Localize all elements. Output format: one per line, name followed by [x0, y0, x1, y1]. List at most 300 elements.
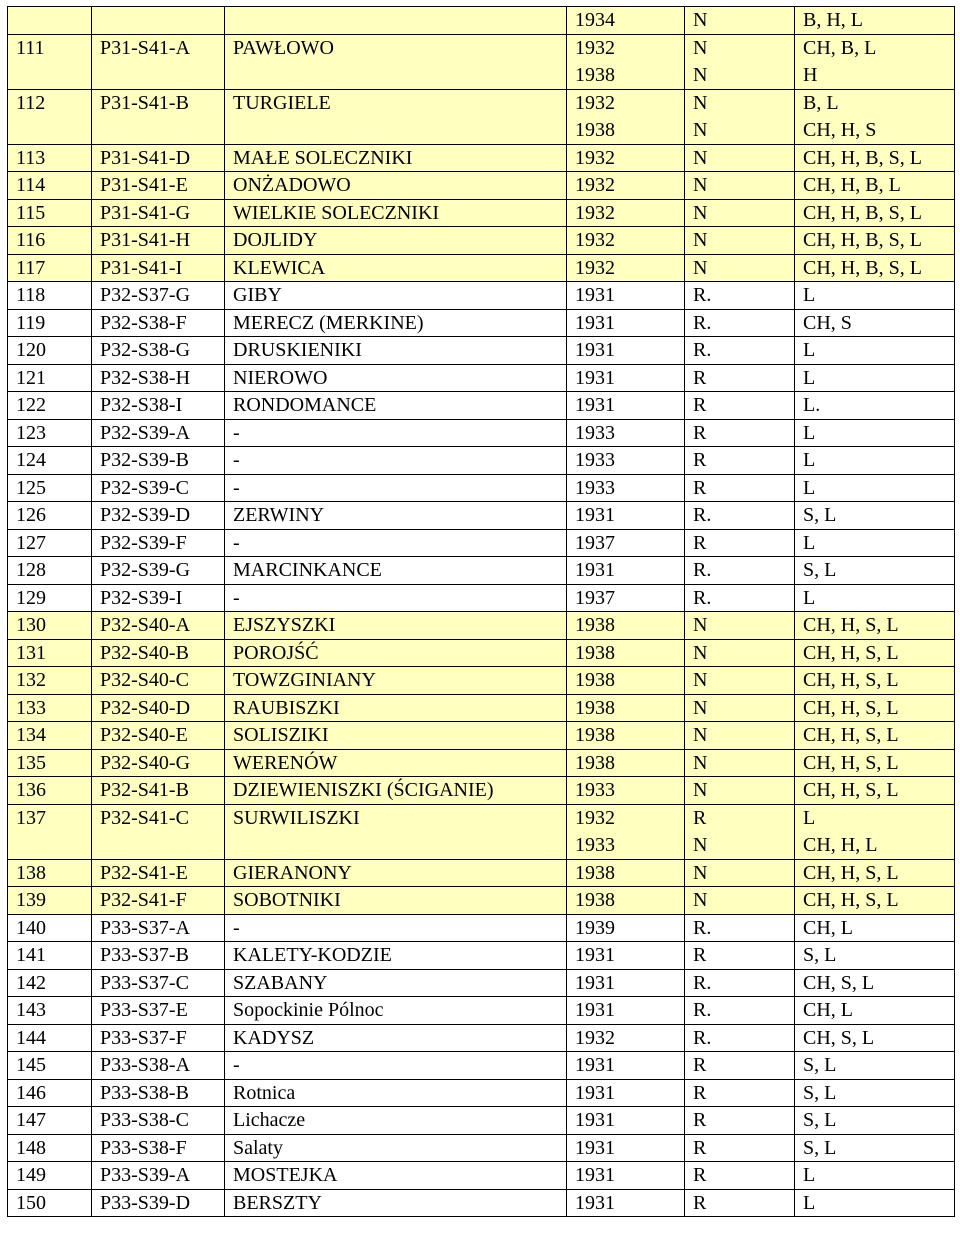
sources-line: H: [803, 63, 818, 86]
year-cell: 1931: [567, 364, 685, 392]
row-number-cell: 113: [8, 144, 92, 172]
place-name-cell: KALETY-KODZIE: [225, 942, 567, 970]
place-name-cell: PAWŁOWO: [225, 34, 567, 89]
row-number-cell: 149: [8, 1162, 92, 1190]
table-row: [8, 89, 955, 144]
sheet-code-cell: P31-S41-H: [92, 227, 225, 255]
sources-cell: CH, H, S, L: [795, 887, 955, 915]
place-name-cell: GIBY: [225, 282, 567, 310]
table-row: [8, 529, 955, 557]
table-row: [8, 722, 955, 750]
sheet-body: [8, 7, 955, 1217]
sheet-code-cell: P32-S40-G: [92, 749, 225, 777]
sheet-code-cell: P32-S38-H: [92, 364, 225, 392]
edition-code-cell: N: [685, 639, 795, 667]
row-number-cell: 140: [8, 914, 92, 942]
sheet-code-cell: P32-S41-F: [92, 887, 225, 915]
table-row: [8, 667, 955, 695]
sources-cell: L: [795, 364, 955, 392]
row-number-cell: 142: [8, 969, 92, 997]
year-cell: 1933: [567, 777, 685, 805]
place-name-cell: KADYSZ: [225, 1024, 567, 1052]
table-row: [8, 1024, 955, 1052]
place-name-cell: -: [225, 914, 567, 942]
row-number-cell: 147: [8, 1107, 92, 1135]
edition-code-cell: N: [685, 887, 795, 915]
year-cell: 1931: [567, 1052, 685, 1080]
sheet-code-cell: P33-S39-D: [92, 1189, 225, 1217]
sources-cell: S, L: [795, 1079, 955, 1107]
sheet-code-cell: P32-S39-G: [92, 557, 225, 585]
year-cell: [567, 804, 685, 859]
year-cell: [567, 34, 685, 89]
place-name-cell: [225, 7, 567, 35]
table-row: [8, 227, 955, 255]
sources-cell: [795, 89, 955, 144]
edition-code-cell: R: [685, 1052, 795, 1080]
table-row: [8, 1134, 955, 1162]
place-name-cell: DOJLIDY: [225, 227, 567, 255]
table-row: [8, 859, 955, 887]
year-cell: 1931: [567, 1134, 685, 1162]
sources-cell: S, L: [795, 1052, 955, 1080]
place-name-cell: KLEWICA: [225, 254, 567, 282]
edition-code-cell: R.: [685, 1024, 795, 1052]
row-number-cell: 137: [8, 804, 92, 859]
sources-cell: S, L: [795, 1107, 955, 1135]
edition-code-cell: R: [685, 1134, 795, 1162]
table-row: [8, 1162, 955, 1190]
edition-code-cell: N: [685, 172, 795, 200]
sheet-code-cell: P32-S39-C: [92, 474, 225, 502]
year-cell: 1938: [567, 667, 685, 695]
sheet-code-cell: P32-S40-A: [92, 612, 225, 640]
edition-code-cell: R: [685, 447, 795, 475]
year-cell: 1931: [567, 1079, 685, 1107]
table-row: [8, 914, 955, 942]
year-line: 1933: [575, 833, 615, 856]
place-name-cell: TURGIELE: [225, 89, 567, 144]
row-number-cell: 143: [8, 997, 92, 1025]
table-row: [8, 997, 955, 1025]
place-name-cell: Sopockinie Pólnoc: [225, 997, 567, 1025]
sheet-code-cell: P33-S38-B: [92, 1079, 225, 1107]
table-row: [8, 309, 955, 337]
edition-code-cell: N: [685, 694, 795, 722]
row-number-cell: 128: [8, 557, 92, 585]
year-cell: 1939: [567, 914, 685, 942]
sources-cell: L: [795, 1162, 955, 1190]
sheet-code-cell: P32-S38-I: [92, 392, 225, 420]
sheet-code-cell: P32-S38-G: [92, 337, 225, 365]
edition-code-cell: [685, 34, 795, 89]
row-number-cell: 135: [8, 749, 92, 777]
sheet-table: [7, 6, 955, 1217]
sheet-code-cell: P31-S41-E: [92, 172, 225, 200]
year-line: 1932: [575, 806, 615, 829]
sources-cell: L: [795, 282, 955, 310]
row-number-cell: 129: [8, 584, 92, 612]
place-name-cell: ONŻADOWO: [225, 172, 567, 200]
sources-cell: CH, H, S, L: [795, 859, 955, 887]
edition-code-line: N: [693, 36, 708, 59]
table-row: [8, 447, 955, 475]
year-cell: 1937: [567, 529, 685, 557]
sources-line: L: [803, 806, 816, 829]
year-cell: 1934: [567, 7, 685, 35]
edition-code-cell: N: [685, 612, 795, 640]
sheet-code-cell: P32-S41-E: [92, 859, 225, 887]
row-number-cell: 126: [8, 502, 92, 530]
year-cell: 1938: [567, 887, 685, 915]
table-row: [8, 254, 955, 282]
place-name-cell: EJSZYSZKI: [225, 612, 567, 640]
table-row: [8, 557, 955, 585]
edition-code-cell: R: [685, 419, 795, 447]
edition-code-cell: N: [685, 859, 795, 887]
row-number-cell: 136: [8, 777, 92, 805]
row-number-cell: 144: [8, 1024, 92, 1052]
year-line: 1938: [575, 118, 615, 141]
edition-code-cell: R.: [685, 309, 795, 337]
table-row: [8, 1107, 955, 1135]
place-name-cell: -: [225, 529, 567, 557]
year-line: 1932: [575, 91, 615, 114]
sheet-code-cell: P33-S37-E: [92, 997, 225, 1025]
row-number-cell: 118: [8, 282, 92, 310]
year-cell: 1931: [567, 1107, 685, 1135]
table-row: [8, 502, 955, 530]
place-name-cell: SURWILISZKI: [225, 804, 567, 859]
sources-cell: [795, 34, 955, 89]
edition-code-line: N: [693, 63, 708, 86]
row-number-cell: 138: [8, 859, 92, 887]
row-number-cell: 139: [8, 887, 92, 915]
sheet-code-cell: P31-S41-A: [92, 34, 225, 89]
year-cell: 1931: [567, 1162, 685, 1190]
edition-code-line: N: [693, 118, 708, 141]
edition-code-cell: R: [685, 529, 795, 557]
edition-code-cell: R.: [685, 969, 795, 997]
sources-cell: L: [795, 584, 955, 612]
sources-cell: S, L: [795, 1134, 955, 1162]
sources-cell: S, L: [795, 502, 955, 530]
edition-code-cell: N: [685, 722, 795, 750]
year-cell: 1931: [567, 282, 685, 310]
edition-code-cell: R: [685, 474, 795, 502]
table-row: [8, 1052, 955, 1080]
year-cell: 1931: [567, 942, 685, 970]
row-number-cell: 131: [8, 639, 92, 667]
edition-code-line: N: [693, 833, 708, 856]
row-number-cell: 115: [8, 199, 92, 227]
sources-cell: S, L: [795, 557, 955, 585]
table-row: [8, 1189, 955, 1217]
table-row: [8, 364, 955, 392]
sources-cell: L: [795, 529, 955, 557]
edition-code-cell: [685, 89, 795, 144]
row-number-cell: 130: [8, 612, 92, 640]
sheet-code-cell: P33-S38-F: [92, 1134, 225, 1162]
table-row: [8, 199, 955, 227]
sheet-code-cell: [92, 7, 225, 35]
edition-code-cell: R: [685, 1079, 795, 1107]
year-cell: 1932: [567, 227, 685, 255]
year-cell: 1931: [567, 502, 685, 530]
table-row: [8, 942, 955, 970]
row-number-cell: 119: [8, 309, 92, 337]
table-row: [8, 282, 955, 310]
edition-code-cell: N: [685, 227, 795, 255]
row-number-cell: 120: [8, 337, 92, 365]
table-row: [8, 804, 955, 859]
sources-line: B, L: [803, 91, 839, 114]
place-name-cell: GIERANONY: [225, 859, 567, 887]
sheet-code-cell: P33-S37-A: [92, 914, 225, 942]
table-row: [8, 144, 955, 172]
sources-cell: CH, H, S, L: [795, 639, 955, 667]
edition-code-cell: R.: [685, 914, 795, 942]
row-number-cell: 141: [8, 942, 92, 970]
place-name-cell: MAŁE SOLECZNIKI: [225, 144, 567, 172]
year-cell: 1932: [567, 254, 685, 282]
sources-cell: L: [795, 337, 955, 365]
edition-code-cell: N: [685, 199, 795, 227]
place-name-cell: NIEROWO: [225, 364, 567, 392]
sheet-code-cell: P33-S37-B: [92, 942, 225, 970]
place-name-cell: Rotnica: [225, 1079, 567, 1107]
sources-cell: L: [795, 447, 955, 475]
sheet-code-cell: P32-S40-B: [92, 639, 225, 667]
sheet-code-cell: P31-S41-B: [92, 89, 225, 144]
sources-cell: CH, H, S, L: [795, 749, 955, 777]
edition-code-cell: R.: [685, 997, 795, 1025]
year-line: 1938: [575, 63, 615, 86]
sheet-code-cell: P31-S41-D: [92, 144, 225, 172]
year-cell: 1932: [567, 1024, 685, 1052]
table-row: [8, 694, 955, 722]
place-name-cell: RONDOMANCE: [225, 392, 567, 420]
edition-code-cell: R.: [685, 502, 795, 530]
sources-cell: CH, H, S, L: [795, 722, 955, 750]
table-row: [8, 969, 955, 997]
table-row: [8, 7, 955, 35]
year-cell: 1938: [567, 859, 685, 887]
place-name-cell: SZABANY: [225, 969, 567, 997]
year-cell: 1931: [567, 997, 685, 1025]
year-cell: 1933: [567, 447, 685, 475]
table-row: [8, 419, 955, 447]
edition-code-cell: [685, 804, 795, 859]
edition-code-cell: N: [685, 749, 795, 777]
row-number-cell: 145: [8, 1052, 92, 1080]
sources-cell: B, H, L: [795, 7, 955, 35]
place-name-cell: POROJŚĆ: [225, 639, 567, 667]
sources-cell: CH, H, B, L: [795, 172, 955, 200]
table-row: [8, 337, 955, 365]
row-number-cell: 121: [8, 364, 92, 392]
year-cell: 1931: [567, 557, 685, 585]
edition-code-cell: R: [685, 1162, 795, 1190]
sheet-code-cell: P33-S37-C: [92, 969, 225, 997]
sources-cell: CH, S, L: [795, 969, 955, 997]
year-cell: 1933: [567, 474, 685, 502]
row-number-cell: [8, 7, 92, 35]
sources-cell: L: [795, 1189, 955, 1217]
year-cell: 1931: [567, 1189, 685, 1217]
table-row: [8, 474, 955, 502]
row-number-cell: 116: [8, 227, 92, 255]
edition-code-cell: R.: [685, 282, 795, 310]
row-number-cell: 125: [8, 474, 92, 502]
sheet-code-cell: P32-S41-C: [92, 804, 225, 859]
place-name-cell: TOWZGINIANY: [225, 667, 567, 695]
row-number-cell: 124: [8, 447, 92, 475]
sheet-code-cell: P32-S38-F: [92, 309, 225, 337]
place-name-cell: SOLISZIKI: [225, 722, 567, 750]
row-number-cell: 148: [8, 1134, 92, 1162]
row-number-cell: 134: [8, 722, 92, 750]
year-cell: 1933: [567, 419, 685, 447]
sources-cell: CH, H, B, S, L: [795, 199, 955, 227]
row-number-cell: 111: [8, 34, 92, 89]
sheet-code-cell: P32-S40-E: [92, 722, 225, 750]
table-row: [8, 172, 955, 200]
table-row: [8, 584, 955, 612]
row-number-cell: 133: [8, 694, 92, 722]
year-cell: 1938: [567, 612, 685, 640]
sheet-code-cell: P32-S39-A: [92, 419, 225, 447]
sources-cell: [795, 804, 955, 859]
sources-cell: CH, S: [795, 309, 955, 337]
sources-cell: S, L: [795, 942, 955, 970]
row-number-cell: 114: [8, 172, 92, 200]
edition-code-line: N: [693, 91, 708, 114]
sheet-code-cell: P32-S39-B: [92, 447, 225, 475]
sources-cell: CH, S, L: [795, 1024, 955, 1052]
place-name-cell: -: [225, 1052, 567, 1080]
sheet-code-cell: P32-S41-B: [92, 777, 225, 805]
year-cell: 1931: [567, 337, 685, 365]
year-cell: 1932: [567, 199, 685, 227]
row-number-cell: 117: [8, 254, 92, 282]
sheet-code-cell: P31-S41-I: [92, 254, 225, 282]
row-number-cell: 127: [8, 529, 92, 557]
place-name-cell: DRUSKIENIKI: [225, 337, 567, 365]
sources-cell: L.: [795, 392, 955, 420]
edition-code-cell: R: [685, 1107, 795, 1135]
sources-cell: CH, H, S, L: [795, 694, 955, 722]
table-row: [8, 612, 955, 640]
edition-code-cell: N: [685, 777, 795, 805]
sources-cell: CH, H, S, L: [795, 667, 955, 695]
sheet-code-cell: P33-S38-A: [92, 1052, 225, 1080]
place-name-cell: MERECZ (MERKINE): [225, 309, 567, 337]
edition-code-cell: R: [685, 364, 795, 392]
table-row: [8, 887, 955, 915]
place-name-cell: -: [225, 447, 567, 475]
year-line: 1932: [575, 36, 615, 59]
year-cell: 1932: [567, 144, 685, 172]
year-cell: 1938: [567, 749, 685, 777]
year-cell: 1937: [567, 584, 685, 612]
place-name-cell: Lichacze: [225, 1107, 567, 1135]
place-name-cell: -: [225, 419, 567, 447]
row-number-cell: 132: [8, 667, 92, 695]
year-cell: 1938: [567, 722, 685, 750]
table-row: [8, 1079, 955, 1107]
edition-code-cell: N: [685, 7, 795, 35]
year-cell: 1938: [567, 694, 685, 722]
row-number-cell: 112: [8, 89, 92, 144]
sheet-code-cell: P32-S39-I: [92, 584, 225, 612]
edition-code-cell: R.: [685, 337, 795, 365]
sheet-code-cell: P32-S37-G: [92, 282, 225, 310]
sources-cell: CH, H, B, S, L: [795, 254, 955, 282]
row-number-cell: 150: [8, 1189, 92, 1217]
row-number-cell: 122: [8, 392, 92, 420]
sources-cell: L: [795, 474, 955, 502]
edition-code-cell: R: [685, 1189, 795, 1217]
sheet-code-cell: P33-S39-A: [92, 1162, 225, 1190]
place-name-cell: WERENÓW: [225, 749, 567, 777]
sources-cell: L: [795, 419, 955, 447]
year-cell: 1931: [567, 392, 685, 420]
edition-code-cell: R.: [685, 557, 795, 585]
sheet-code-cell: P33-S37-F: [92, 1024, 225, 1052]
sheet-code-cell: P31-S41-G: [92, 199, 225, 227]
row-number-cell: 123: [8, 419, 92, 447]
sheet-code-cell: P32-S39-D: [92, 502, 225, 530]
sources-line: CH, H, S: [803, 118, 877, 141]
year-cell: 1932: [567, 172, 685, 200]
edition-code-cell: N: [685, 667, 795, 695]
place-name-cell: SOBOTNIKI: [225, 887, 567, 915]
edition-code-cell: N: [685, 144, 795, 172]
table-row: [8, 639, 955, 667]
year-cell: 1931: [567, 969, 685, 997]
edition-code-line: R: [693, 806, 707, 829]
sheet-code-cell: P32-S40-D: [92, 694, 225, 722]
sources-line: CH, H, L: [803, 833, 878, 856]
edition-code-cell: N: [685, 254, 795, 282]
place-name-cell: Salaty: [225, 1134, 567, 1162]
year-cell: [567, 89, 685, 144]
sheet-code-cell: P32-S40-C: [92, 667, 225, 695]
place-name-cell: -: [225, 474, 567, 502]
sources-cell: CH, H, S, L: [795, 777, 955, 805]
table-row: [8, 392, 955, 420]
edition-code-cell: R: [685, 392, 795, 420]
sources-cell: CH, L: [795, 914, 955, 942]
sources-cell: CH, H, B, S, L: [795, 144, 955, 172]
row-number-cell: 146: [8, 1079, 92, 1107]
year-cell: 1931: [567, 309, 685, 337]
place-name-cell: WIELKIE SOLECZNIKI: [225, 199, 567, 227]
table-row: [8, 34, 955, 89]
place-name-cell: MARCINKANCE: [225, 557, 567, 585]
place-name-cell: RAUBISZKI: [225, 694, 567, 722]
sources-cell: CH, H, S, L: [795, 612, 955, 640]
table-row: [8, 749, 955, 777]
place-name-cell: ZERWINY: [225, 502, 567, 530]
table-row: [8, 777, 955, 805]
place-name-cell: -: [225, 584, 567, 612]
sheet-code-cell: P32-S39-F: [92, 529, 225, 557]
year-cell: 1938: [567, 639, 685, 667]
sources-cell: CH, H, B, S, L: [795, 227, 955, 255]
place-name-cell: BERSZTY: [225, 1189, 567, 1217]
